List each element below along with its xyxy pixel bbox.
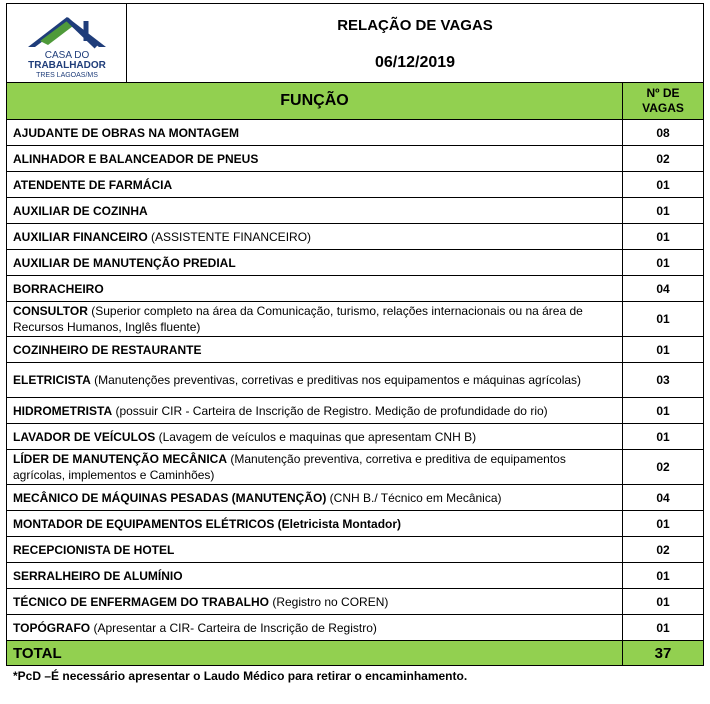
job-detail: (CNH B./ Técnico em Mecânica) bbox=[326, 490, 502, 505]
title-cell bbox=[127, 4, 704, 83]
job-title: ATENDENTE DE FARMÁCIA bbox=[13, 177, 173, 192]
total-value: 37 bbox=[623, 641, 704, 666]
column-header-vacancies bbox=[623, 83, 704, 120]
job-detail: (Superior completo na área da Comunicação, turismo, relações internacionais ou na área de Recursos Humanos, Inglês fluente) bbox=[13, 304, 583, 334]
job-vacancy-count: 03 bbox=[623, 363, 704, 398]
job-title: HIDROMETRISTA bbox=[13, 403, 113, 418]
job-title: AUXILIAR DE MANUTENÇÃO PREDIAL bbox=[13, 255, 236, 270]
job-title: ELETRICISTA bbox=[13, 373, 91, 387]
job-detail: (Apresentar a CIR- Carteira de Inscrição de Registro) bbox=[90, 620, 377, 635]
job-vacancy-count: 01 bbox=[623, 615, 704, 641]
job-cell bbox=[7, 424, 623, 450]
page-date: 06/12/2019 bbox=[374, 53, 456, 71]
vacancy-sheet bbox=[6, 3, 703, 683]
total-label: TOTAL bbox=[7, 641, 623, 666]
job-cell bbox=[7, 302, 623, 337]
job-detail: (Manutenções preventivas, corretivas e preditivas nos equipamentos e máquinas agrícolas) bbox=[90, 373, 582, 387]
job-title: TÉCNICO DE ENFERMAGEM DO TRABALHO bbox=[13, 594, 269, 609]
table-row bbox=[7, 363, 704, 398]
job-cell bbox=[7, 276, 623, 302]
job-vacancy-count: 02 bbox=[623, 537, 704, 563]
job-vacancy-count: 01 bbox=[623, 424, 704, 450]
total-row bbox=[7, 641, 704, 666]
job-title: MECÂNICO DE MÁQUINAS PESADAS (MANUTENÇÃO) bbox=[13, 490, 327, 505]
column-header-vacancies-line2: VAGAS bbox=[642, 101, 684, 115]
job-cell bbox=[7, 511, 623, 537]
job-detail: (Lavagem de veículos e maquinas que apresentam CNH B) bbox=[155, 429, 477, 444]
job-title: AUXILIAR DE COZINHA bbox=[13, 203, 148, 218]
table-row bbox=[7, 250, 704, 276]
table-row bbox=[7, 302, 704, 337]
job-vacancy-count: 02 bbox=[623, 450, 704, 485]
job-cell bbox=[7, 172, 623, 198]
column-header-function: FUNÇÃO bbox=[7, 83, 623, 120]
job-cell bbox=[7, 615, 623, 641]
job-vacancy-count: 01 bbox=[623, 198, 704, 224]
job-vacancy-count: 01 bbox=[623, 224, 704, 250]
table-row bbox=[7, 511, 704, 537]
job-cell bbox=[7, 337, 623, 363]
vacancy-table bbox=[6, 3, 704, 666]
table-row bbox=[7, 398, 704, 424]
column-header-row bbox=[7, 83, 704, 120]
job-vacancy-count: 01 bbox=[623, 398, 704, 424]
job-vacancy-count: 01 bbox=[623, 172, 704, 198]
logo-line3: TRES LAGOAS/MS bbox=[35, 72, 98, 79]
job-title: LAVADOR DE VEÍCULOS bbox=[13, 429, 156, 444]
job-title: SERRALHEIRO DE ALUMÍNIO bbox=[13, 568, 183, 583]
logo-cell bbox=[7, 4, 127, 83]
job-title: CONSULTOR bbox=[13, 304, 88, 318]
job-cell bbox=[7, 224, 623, 250]
job-vacancy-count: 01 bbox=[623, 302, 704, 337]
job-detail: (Registro no COREN) bbox=[269, 594, 389, 609]
casa-do-trabalhador-logo bbox=[10, 7, 124, 79]
job-vacancy-count: 01 bbox=[623, 337, 704, 363]
job-cell bbox=[7, 537, 623, 563]
job-cell bbox=[7, 146, 623, 172]
table-row bbox=[7, 563, 704, 589]
job-cell bbox=[7, 450, 623, 485]
job-detail: (possuir CIR - Carteira de Inscrição de Registro. Medição de profundidade do rio) bbox=[112, 403, 548, 418]
job-vacancy-count: 04 bbox=[623, 485, 704, 511]
logo-line1: CASA DO bbox=[44, 50, 89, 61]
job-cell bbox=[7, 563, 623, 589]
job-vacancy-count: 01 bbox=[623, 511, 704, 537]
column-header-vacancies-line1: Nº DE bbox=[646, 86, 680, 100]
job-vacancy-count: 02 bbox=[623, 146, 704, 172]
job-title: BORRACHEIRO bbox=[13, 281, 104, 296]
table-row bbox=[7, 615, 704, 641]
job-title: COZINHEIRO DE RESTAURANTE bbox=[13, 342, 202, 357]
job-vacancy-count: 01 bbox=[623, 589, 704, 615]
table-row bbox=[7, 146, 704, 172]
job-title: AUXILIAR FINANCEIRO bbox=[13, 229, 148, 244]
job-title: LÍDER DE MANUTENÇÃO MECÂNICA bbox=[13, 452, 227, 466]
table-row bbox=[7, 589, 704, 615]
job-vacancy-count: 01 bbox=[623, 250, 704, 276]
job-cell bbox=[7, 398, 623, 424]
table-row bbox=[7, 337, 704, 363]
vacancy-rows bbox=[7, 120, 704, 641]
job-vacancy-count: 01 bbox=[623, 563, 704, 589]
job-cell bbox=[7, 485, 623, 511]
table-row bbox=[7, 276, 704, 302]
footnote: *PcD –É necessário apresentar o Laudo Médico para retirar o encaminhamento. bbox=[13, 669, 468, 683]
job-cell bbox=[7, 120, 623, 146]
job-title: MONTADOR DE EQUIPAMENTOS ELÉTRICOS (Eletricista Montador) bbox=[13, 516, 402, 531]
job-vacancy-count: 04 bbox=[623, 276, 704, 302]
job-title: AJUDANTE DE OBRAS NA MONTAGEM bbox=[13, 125, 240, 140]
job-detail: (ASSISTENTE FINANCEIRO) bbox=[147, 229, 312, 244]
job-vacancy-count: 08 bbox=[623, 120, 704, 146]
job-cell bbox=[7, 198, 623, 224]
job-title: TOPÓGRAFO bbox=[13, 620, 91, 635]
job-detail: (Manutenção preventiva, corretiva e preditiva de equipamentos agrícolas, implementos e Caminhões) bbox=[13, 452, 566, 482]
job-title: ALINHADOR E BALANCEADOR DE PNEUS bbox=[13, 151, 259, 166]
job-cell bbox=[7, 250, 623, 276]
job-title: RECEPCIONISTA DE HOTEL bbox=[13, 542, 175, 557]
table-row bbox=[7, 172, 704, 198]
job-cell bbox=[7, 589, 623, 615]
table-row bbox=[7, 424, 704, 450]
table-row bbox=[7, 485, 704, 511]
table-row bbox=[7, 450, 704, 485]
header-row bbox=[7, 4, 704, 83]
table-row bbox=[7, 224, 704, 250]
logo-line2: TRABALHADOR bbox=[27, 60, 106, 71]
job-cell bbox=[7, 363, 623, 398]
house-logo-icon bbox=[10, 7, 124, 79]
table-row bbox=[7, 120, 704, 146]
page-title: RELAÇÃO DE VAGAS bbox=[337, 16, 493, 34]
table-row bbox=[7, 537, 704, 563]
table-row bbox=[7, 198, 704, 224]
